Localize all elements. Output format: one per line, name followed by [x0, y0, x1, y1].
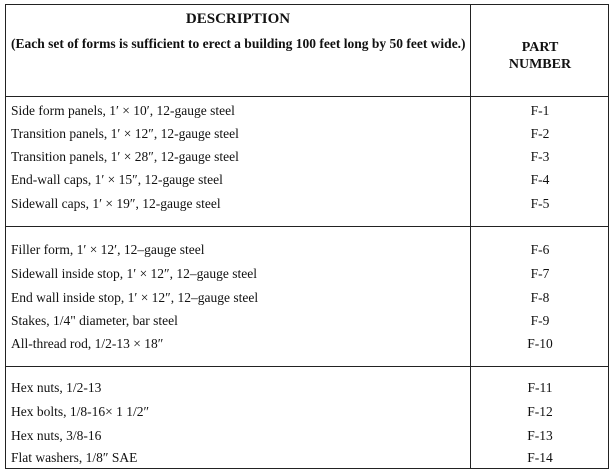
row-part-number: F-13	[527, 428, 553, 443]
row-description: All-thread rod, 1/2-13 × 18″	[11, 336, 164, 351]
row-description: Hex bolts, 1/8-16× 1 1/2″	[11, 404, 150, 419]
table-row	[6, 146, 610, 168]
row-part-number: F-12	[527, 404, 553, 419]
row-part-number: F-14	[527, 450, 553, 465]
table-row	[6, 333, 610, 355]
part-header-line-2: NUMBER	[508, 57, 572, 72]
row-description: Hex nuts, 3/8-16	[11, 428, 102, 443]
table-row	[6, 239, 610, 261]
table-row	[6, 447, 610, 469]
row-part-number: F-2	[530, 126, 550, 141]
row-description: End wall inside stop, 1′ × 12″, 12–gauge steel	[11, 290, 259, 305]
row-part-number: F-5	[530, 196, 550, 211]
table-row	[6, 263, 610, 285]
table-row	[6, 193, 610, 215]
row-description: Hex nuts, 1/2-13	[11, 380, 102, 395]
row-description: Sidewall inside stop, 1′ × 12″, 12–gauge steel	[11, 266, 258, 281]
table-row	[6, 169, 610, 191]
row-description: Side form panels, 1′ × 10′, 12-gauge steel	[11, 103, 235, 118]
row-description: Filler form, 1′ × 12′, 12–gauge steel	[11, 242, 205, 257]
table-row	[6, 287, 610, 309]
row-description: Flat washers, 1/8″ SAE	[11, 450, 138, 465]
header-divider	[6, 96, 608, 97]
row-part-number: F-9	[530, 313, 550, 328]
table-row	[6, 123, 610, 145]
group-divider	[6, 366, 608, 367]
parts-table	[5, 4, 609, 469]
row-description: Sidewall caps, 1′ × 19″, 12-gauge steel	[11, 196, 221, 211]
row-part-number: F-10	[527, 336, 553, 351]
table-row	[6, 377, 610, 399]
row-part-number: F-1	[530, 103, 550, 118]
row-part-number: F-7	[530, 266, 550, 281]
row-part-number: F-8	[530, 290, 550, 305]
row-description: Stakes, 1/4" diameter, bar steel	[11, 313, 178, 328]
row-description: Transition panels, 1′ × 12″, 12-gauge steel	[11, 126, 239, 141]
table-row	[6, 310, 610, 332]
description-header: DESCRIPTION	[185, 11, 291, 27]
table-row	[6, 401, 610, 423]
row-description: Transition panels, 1′ × 28″, 12-gauge steel	[11, 149, 239, 164]
table-row	[6, 100, 610, 122]
row-part-number: F-11	[527, 380, 553, 395]
row-description: End-wall caps, 1′ × 15″, 12-gauge steel	[11, 172, 223, 187]
group-divider	[6, 226, 608, 227]
table-row	[6, 425, 610, 447]
row-part-number: F-6	[530, 242, 550, 257]
description-note: (Each set of forms is sufficient to erect a building 100 feet long by 50 feet wide.)	[11, 36, 466, 51]
part-number-header	[470, 39, 610, 73]
row-part-number: F-4	[530, 172, 550, 187]
row-part-number: F-3	[530, 149, 550, 164]
part-header-line-1: PART	[521, 40, 559, 55]
